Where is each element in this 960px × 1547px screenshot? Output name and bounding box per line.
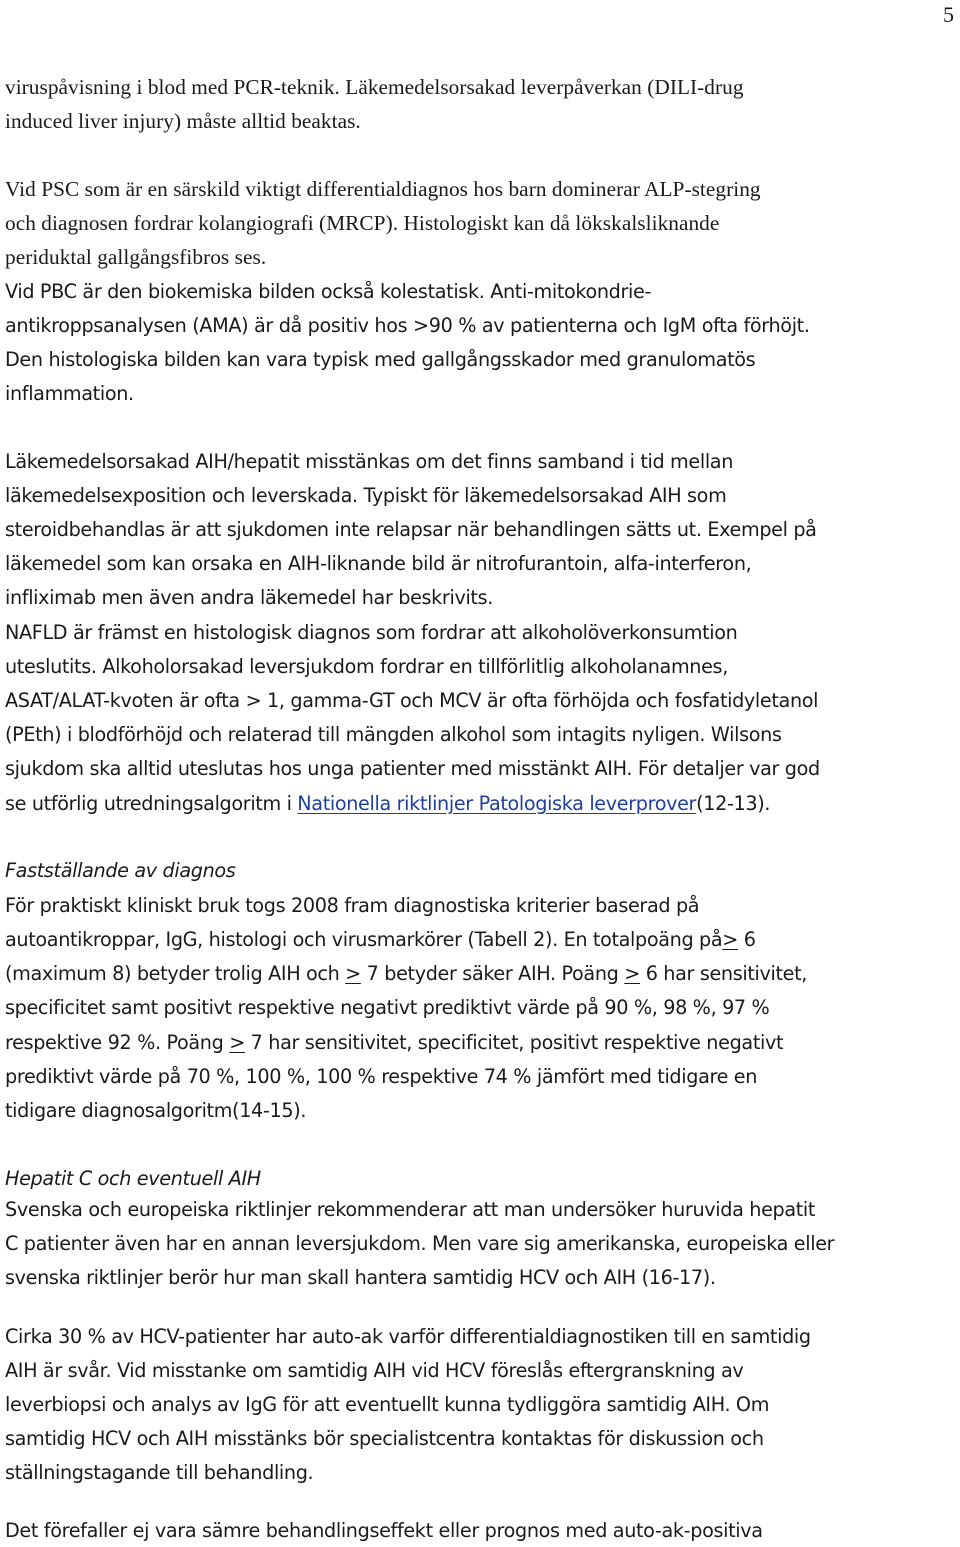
text-line: antikroppsanalysen (AMA) är då positiv hos >90 % av patienterna och IgM ofta förhöjt. (5, 314, 810, 337)
text-line: viruspåvisning i blod med PCR-teknik. Läkemedelsorsakad leverpåverkan (DILI-drug (5, 75, 744, 99)
text-segment: (12-13). (696, 792, 771, 815)
text-line (5, 1028, 783, 1058)
text-line: uteslutits. Alkoholorsakad leversjukdom fordrar en tillförlitlig alkoholanamnes, (5, 655, 728, 678)
text-line: Den histologiska bilden kan vara typisk med gallgångsskador med granulomatös (5, 348, 756, 371)
text-line: C patienter även har en annan leversjukdom. Men vare sig amerikanska, europeiska eller (5, 1232, 835, 1255)
text-segment: 6 har sensitivitet, (639, 962, 808, 985)
text-line: inflammation. (5, 382, 134, 405)
text-line: ASAT/ALAT-kvoten är ofta > 1, gamma-GT och MCV är ofta förhöjda och fosfatidyletanol (5, 689, 819, 712)
text-line: Vid PSC som är en särskild viktigt differentialdiagnos hos barn dominerar ALP-stegring (5, 177, 761, 201)
text-line: AIH är svår. Vid misstanke om samtidig AIH vid HCV föreslås eftergranskning av (5, 1359, 744, 1382)
text-line: Vid PBC är den biokemiska bilden också kolestatisk. Anti-mitokondrie- (5, 280, 652, 303)
text-line (5, 925, 756, 955)
text-line: Cirka 30 % av HCV-patienter har auto-ak varför differentialdiagnostiken till en samtidig (5, 1325, 811, 1348)
text-segment: 6 (738, 928, 756, 951)
section-heading: Hepatit C och eventuell AIH (5, 1167, 261, 1190)
text-line: Läkemedelsorsakad AIH/hepatit misstänkas om det finns samband i tid mellan (5, 450, 734, 473)
text-line: tidigare diagnosalgoritm(14-15). (5, 1099, 307, 1122)
text-line (5, 789, 770, 819)
text-line: leverbiopsi och analys av IgG för att eventuellt kunna tydliggöra samtidig AIH. Om (5, 1393, 770, 1416)
text-line: steroidbehandlas är att sjukdomen inte relapsar när behandlingen sätts ut. Exempel på (5, 518, 817, 541)
text-line: För praktiskt kliniskt bruk togs 2008 fram diagnostiska kriterier baserad på (5, 894, 700, 917)
gte-symbol: > (229, 1031, 245, 1054)
text-line: läkemedelsexposition och leverskada. Typiskt för läkemedelsorsakad AIH som (5, 484, 727, 507)
text-line: samtidig HCV och AIH misstänks bör specialistcentra kontaktas för diskussion och (5, 1427, 764, 1450)
text-line (5, 959, 807, 989)
text-line: infliximab men även andra läkemedel har beskrivits. (5, 586, 494, 609)
text-line: induced liver injury) måste alltid beaktas. (5, 109, 361, 133)
text-segment: se utförlig utredningsalgoritm i (5, 792, 298, 815)
text-line: svenska riktlinjer berör hur man skall hantera samtidig HCV och AIH (16-17). (5, 1266, 716, 1289)
text-line: (PEth) i blodförhöjd och relaterad till mängden alkohol som intagits nyligen. Wilsons (5, 723, 782, 746)
text-line: periduktal gallgångsfibros ses. (5, 245, 267, 269)
gte-symbol: > (624, 962, 640, 985)
gte-symbol: > (345, 962, 361, 985)
section-heading: Fastställande av diagnos (5, 859, 236, 882)
text-segment: autoantikroppar, IgG, histologi och virusmarkörer (Tabell 2). En totalpoäng på (5, 928, 723, 951)
text-segment: 7 betyder säker AIH. Poäng (360, 962, 625, 985)
text-line: NAFLD är främst en histologisk diagnos som fordrar att alkoholöverkonsumtion (5, 621, 738, 644)
text-line: specificitet samt positivt respektive negativt prediktivt värde på 90 %, 98 %, 97 % (5, 996, 770, 1019)
text-line: prediktivt värde på 70 %, 100 %, 100 % respektive 74 % jämfört med tidigare en (5, 1065, 758, 1088)
text-segment: (maximum 8) betyder trolig AIH och (5, 962, 346, 985)
text-line: ställningstagande till behandling. (5, 1461, 314, 1484)
text-line: läkemedel som kan orsaka en AIH-liknande bild är nitrofurantoin, alfa-interferon, (5, 552, 752, 575)
guideline-link[interactable]: Nationella riktlinjer Patologiska leverprover (297, 792, 697, 815)
page-number: 5 (943, 2, 954, 27)
text-line: sjukdom ska alltid uteslutas hos unga patienter med misstänkt AIH. För detaljer var god (5, 757, 820, 780)
text-line: Det förefaller ej vara sämre behandlingseffekt eller prognos med auto-ak-positiva (5, 1519, 763, 1542)
text-line: Svenska och europeiska riktlinjer rekommenderar att man undersöker huruvida hepatit (5, 1198, 816, 1221)
text-line: och diagnosen fordrar kolangiografi (MRCP). Histologiskt kan då lökskalsliknande (5, 211, 720, 235)
text-segment: 7 har sensitivitet, specificitet, positivt respektive negativt (244, 1031, 784, 1054)
text-segment: respektive 92 %. Poäng (5, 1031, 230, 1054)
gte-symbol: > (722, 928, 739, 951)
